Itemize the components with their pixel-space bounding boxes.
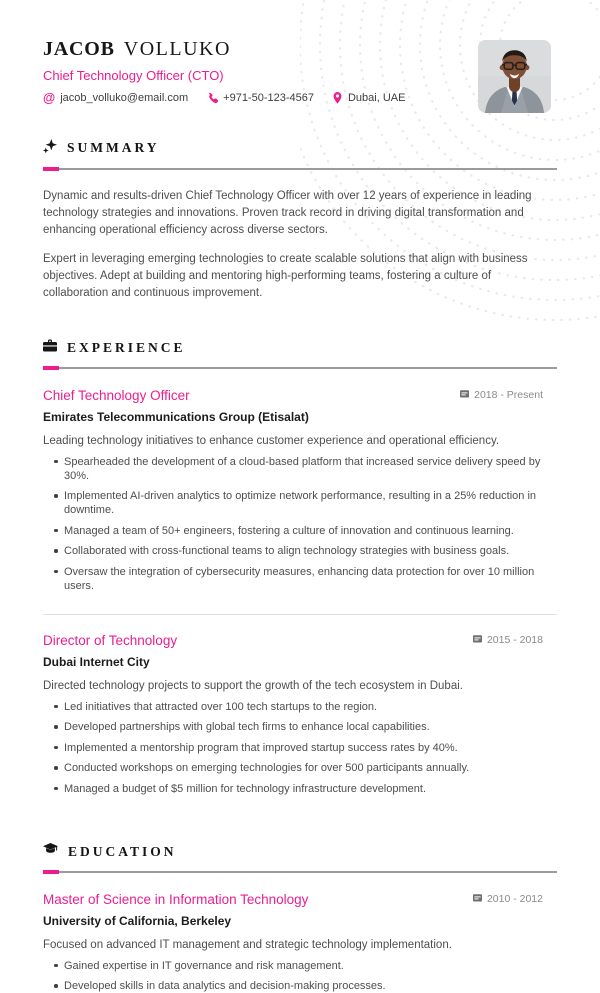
summary-divider bbox=[43, 167, 557, 171]
summary-heading: SUMMARY bbox=[67, 140, 160, 156]
job-bullet: Collaborated with cross-functional teams to align technology strategies with business goals. bbox=[64, 544, 557, 558]
calendar-icon bbox=[473, 893, 482, 905]
job-dates: 2015 - 2018 bbox=[473, 634, 543, 646]
contact-phone-text: +971-50-123-4567 bbox=[223, 92, 314, 104]
profile-photo bbox=[478, 40, 551, 113]
job-bullet: Implemented a mentorship program that improved startup success rates by 40%. bbox=[64, 741, 557, 755]
education-header bbox=[43, 843, 557, 861]
job-bullet: Developed partnerships with global tech firms to enhance local capabilities. bbox=[64, 720, 557, 734]
job-bullet: Oversaw the integration of cybersecurity measures, enhancing data protection for over 10 million users. bbox=[64, 565, 557, 593]
phone-icon bbox=[206, 92, 218, 104]
education-bullet: Developed skills in data analytics and decision-making processes. bbox=[64, 979, 557, 993]
job-bullet-list bbox=[43, 455, 557, 593]
contact-phone bbox=[206, 92, 314, 104]
job-bullet-list bbox=[43, 700, 557, 796]
contact-location-text: Dubai, UAE bbox=[348, 92, 405, 104]
first-name: JACOB bbox=[43, 38, 115, 60]
job-bullet: Led initiatives that attracted over 100 tech startups to the region. bbox=[64, 700, 557, 714]
education-divider bbox=[43, 870, 557, 874]
contact-email bbox=[43, 92, 188, 105]
job-bullet: Managed a team of 50+ engineers, fostering a culture of innovation and continuous learning. bbox=[64, 524, 557, 538]
job-dates: 2018 - Present bbox=[460, 389, 543, 401]
education-bullet: Gained expertise in IT governance and risk management. bbox=[64, 959, 557, 973]
experience-entry bbox=[43, 388, 557, 593]
education-dates: 2010 - 2012 bbox=[473, 893, 543, 905]
section-summary bbox=[43, 139, 557, 302]
job-title: Director of Technology bbox=[43, 633, 177, 648]
section-experience bbox=[43, 339, 557, 796]
header bbox=[43, 38, 557, 105]
education-heading: EDUCATION bbox=[68, 844, 177, 860]
education-bullet-list bbox=[43, 959, 557, 993]
location-icon bbox=[332, 92, 343, 104]
contact-location bbox=[332, 92, 405, 104]
job-bullet: Spearheaded the development of a cloud-based platform that increased service delivery speed by 30%. bbox=[64, 455, 557, 483]
school-name: University of California, Berkeley bbox=[43, 914, 557, 928]
last-name: VOLLUKO bbox=[124, 38, 231, 60]
job-bullet: Conducted workshops on emerging technologies for over 500 participants annually. bbox=[64, 761, 557, 775]
email-icon: @ bbox=[43, 92, 55, 105]
job-title: Chief Technology Officer bbox=[43, 388, 190, 403]
experience-divider bbox=[43, 366, 557, 370]
company-name: Dubai Internet City bbox=[43, 655, 557, 669]
section-education bbox=[43, 843, 557, 993]
education-entry bbox=[43, 892, 557, 993]
company-name: Emirates Telecommunications Group (Etisalat) bbox=[43, 410, 557, 424]
summary-paragraph: Dynamic and results-driven Chief Technology Officer with over 12 years of experience in leading technology strategies and innovations. Proven track record in driving digital transformation and enhancing operational efficiency across diverse sectors. bbox=[43, 188, 557, 239]
graduation-cap-icon bbox=[43, 843, 58, 861]
job-description: Directed technology projects to support the growth of the tech ecosystem in Dubai. bbox=[43, 680, 557, 692]
job-bullet: Implemented AI-driven analytics to optimize network performance, resulting in a 25% reduction in downtime. bbox=[64, 489, 557, 517]
sparkles-icon bbox=[43, 139, 57, 158]
entry-separator bbox=[43, 614, 557, 615]
experience-heading: EXPERIENCE bbox=[67, 340, 186, 356]
experience-entry bbox=[43, 633, 557, 796]
summary-paragraph: Expert in leveraging emerging technologies to create scalable solutions that align with business objectives. Adept at building and mentoring high-performing teams, fostering a culture of collaboration and continuous improvement. bbox=[43, 251, 557, 302]
job-description: Leading technology initiatives to enhance customer experience and operational efficiency. bbox=[43, 435, 557, 447]
education-description: Focused on advanced IT management and strategic technology implementation. bbox=[43, 939, 557, 951]
job-title-subtitle: Chief Technology Officer (CTO) bbox=[43, 68, 557, 83]
contact-email-text: jacob_volluko@email.com bbox=[60, 92, 188, 104]
experience-header bbox=[43, 339, 557, 357]
degree-title: Master of Science in Information Technology bbox=[43, 892, 308, 907]
briefcase-icon bbox=[43, 339, 57, 357]
calendar-icon bbox=[473, 634, 482, 646]
calendar-icon bbox=[460, 389, 469, 401]
summary-header bbox=[43, 139, 557, 158]
job-bullet: Managed a budget of $5 million for technology infrastructure development. bbox=[64, 782, 557, 796]
